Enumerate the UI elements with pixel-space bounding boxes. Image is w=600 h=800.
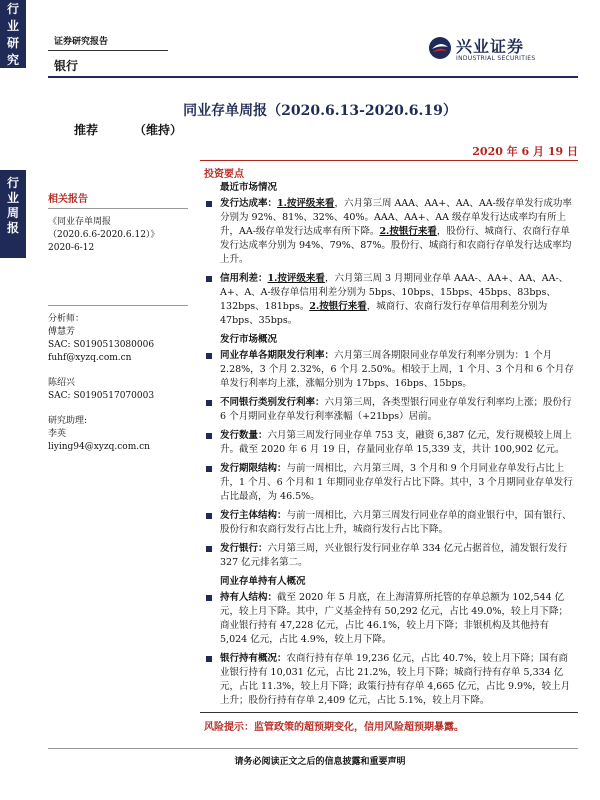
report-date: 2020 年 6 月 19 日	[472, 145, 578, 158]
header-divider	[48, 76, 578, 78]
page-title: 同业存单周报（2020.6.13-2020.6.19）	[183, 103, 457, 119]
item-text: 与前一周相比，六月第三周发行同业存单的商业银行中，国有银行、股份行和农商行发行占比上升，城商行发行占比下降。	[220, 510, 572, 535]
section-heading: 发行市场概况	[220, 334, 278, 345]
related-report-date: 2020-6-12	[48, 243, 95, 253]
sidebar-char: 研	[6, 36, 19, 50]
divider	[200, 712, 578, 713]
footer-divider	[48, 748, 578, 749]
footer-disclaimer: 请务必阅读正文之后的信息披露和重要声明	[234, 757, 406, 767]
item-heading: 发行数量：	[220, 430, 268, 441]
section-heading: 同业存单持有人概况	[220, 576, 306, 587]
assistant-role: 研究助理:	[48, 416, 88, 426]
item-heading: 发行主体结构：	[220, 510, 287, 521]
item-heading: 不同银行类别发行利率：	[220, 397, 325, 408]
item-text: 与前一周相比，六月第三周，3 个月和 9 个月同业存单发行占比上升，1 个月、6 个月和 1 年期同业存单发行占比下降。其中，3 个月期同业存单发行占比最高，为 46.5%。	[220, 463, 573, 502]
assistant-email: liying94@xyzq.com.cn	[48, 442, 150, 452]
rating-value: 推荐	[74, 123, 99, 137]
item-heading: 发行期限结构：	[220, 463, 287, 474]
analyst-name: 傅慧芳	[48, 327, 76, 337]
item-text: ，股份行、城商行、农商行存单发行达成率分别为 94%、79%、87%。股份行、城商行和农商行存单发行达成率均上升。	[220, 226, 572, 265]
item-subheading: 1.按评级来看	[267, 273, 325, 284]
item-heading: 信用利差：	[220, 273, 268, 284]
analyst-email: fuhf@xyzq.com.cn	[48, 353, 132, 363]
item-subheading: 2.按银行来看	[309, 301, 367, 312]
item-heading: 同业存单各期限发行利率：	[220, 350, 335, 361]
related-report-line: （2020.6.6-2020.6.12）》	[48, 230, 160, 240]
main-content	[204, 178, 576, 713]
sidebar-char: 业	[6, 19, 19, 33]
list-item	[204, 652, 576, 708]
item-heading: 银行持有概况：	[220, 653, 287, 664]
highlights-label: 投资要点	[204, 169, 244, 180]
item-heading: 发行银行：	[220, 543, 268, 554]
risk-warning: 风险提示：监管政策的超预期变化，信用风险超预期暴露。	[204, 722, 464, 733]
item-text: 六月第三周发行同业存单 753 支，融资 6,387 亿元，发行规模较上周上升。截至 2020 年 6 月 19 日，存量同业存单 15,339 支，共计 100,902 亿元。	[220, 430, 572, 455]
list-item	[204, 396, 576, 424]
sidebar-char: 行	[6, 176, 19, 190]
sidebar-char: 业	[6, 191, 19, 205]
related-report-line: 《同业存单周报	[48, 217, 112, 227]
company-logo	[428, 34, 578, 68]
divider	[48, 50, 168, 51]
logo-name-en: INDUSTRIAL SECURITIES	[456, 55, 536, 62]
item-text: ，六月第三周 AAA、AA+、AA、AA-级存单发行成功率分别为 92%、81%、32%、40%。AAA、AA+、AA 级存单发行达成率均有所上升，AA-级存单发行达成率有所下降。	[220, 198, 572, 237]
divider	[48, 305, 188, 306]
sidebar-char: 行	[6, 2, 19, 16]
list-item	[204, 197, 576, 267]
list-item	[204, 542, 576, 570]
divider	[200, 160, 578, 161]
analyst-name: 陈绍兴	[48, 378, 76, 388]
sector-label: 银行	[54, 59, 79, 73]
list-item	[204, 462, 576, 504]
sidebar-char: 报	[6, 221, 19, 235]
sidebar-char: 周	[6, 206, 19, 220]
item-text: ，六月第三周 3 月期同业存单 AAA-、AA+、AA、AA-、A+、A、A-级存单信用利差分别为 5bps、10bps、15bps、45bps、83bps、132bps、181bps。	[220, 273, 569, 312]
analyst-sac: SAC: S0190513080006	[48, 340, 155, 350]
item-text: 截至 2020 年 5 月底，在上海清算所托管的存单总额为 102,544 亿元，较上月下降。其中，广义基金持有 50,292 亿元，占比 49.0%，较上月下降；商业银行持有 47,228 亿元，占比 46.1%，较上月下降；非银机构及其他持有 5,024 亿元，占比 4.9%，较上月下降。	[220, 592, 568, 645]
sidebar-industry-research	[0, 0, 26, 68]
list-item	[204, 349, 576, 391]
item-heading: 发行达成率：	[220, 198, 278, 209]
section-heading: 最近市场情况	[220, 182, 278, 193]
item-text: 六月第三周各期限同业存单发行利率分别为：1 个月 2.28%，3 个月 2.32%，6 个月 2.50%。相较于上周，1 个月、3 个月和 6 个月存单发行利率均上涨，涨幅分别为 17bps、16bps、15bps。	[220, 350, 574, 389]
list-item	[204, 429, 576, 457]
item-text: 农商行持有存单 19,236 亿元，占比 40.7%，较上月下降；国有商业银行持有 10,031 亿元，占比 21.2%，较上月下降；城商行持有存单 5,334 亿元，占比 11.3%，较上月下降；政策行持有存单 4,665 亿元，占比 9.9%，较上月上升；股份行持有存单 2,409 亿元，占比 5.1%，较上月下降。	[220, 653, 571, 706]
sidebar-char: 究	[6, 53, 19, 67]
report-type: 证券研究报告	[54, 37, 109, 47]
list-item	[204, 591, 576, 647]
item-heading: 持有人结构：	[220, 592, 278, 603]
item-text: 六月第三周，兴业银行发行同业存单 334 亿元占据首位，浦发银行发行 327 亿元排名第二。	[220, 543, 568, 568]
analyst-sac: SAC: S0190517070003	[48, 391, 155, 401]
divider	[48, 208, 188, 209]
left-column	[48, 190, 188, 454]
related-reports-label: 相关报告	[48, 194, 88, 205]
item-subheading: 1.按评级来看	[277, 198, 335, 209]
rating-change: （维持）	[134, 123, 183, 137]
analyst-role: 分析师：	[48, 314, 85, 324]
assistant-name: 李英	[48, 429, 67, 439]
logo-mark-icon	[428, 36, 452, 60]
item-text: ，城商行、农商行发行存单信用利差分别为 47bps、35bps。	[220, 301, 548, 326]
item-text: 六月第三周，各类型银行同业存单发行利率均上涨；股份行 6 个月期同业存单发行利率涨幅（+21bps）居前。	[220, 397, 572, 422]
logo-name-cn: 兴业证券	[456, 37, 525, 56]
sidebar-industry-weekly	[0, 170, 26, 258]
item-subheading: 2.按银行来看	[379, 226, 437, 237]
list-item	[204, 509, 576, 537]
list-item	[204, 272, 576, 328]
